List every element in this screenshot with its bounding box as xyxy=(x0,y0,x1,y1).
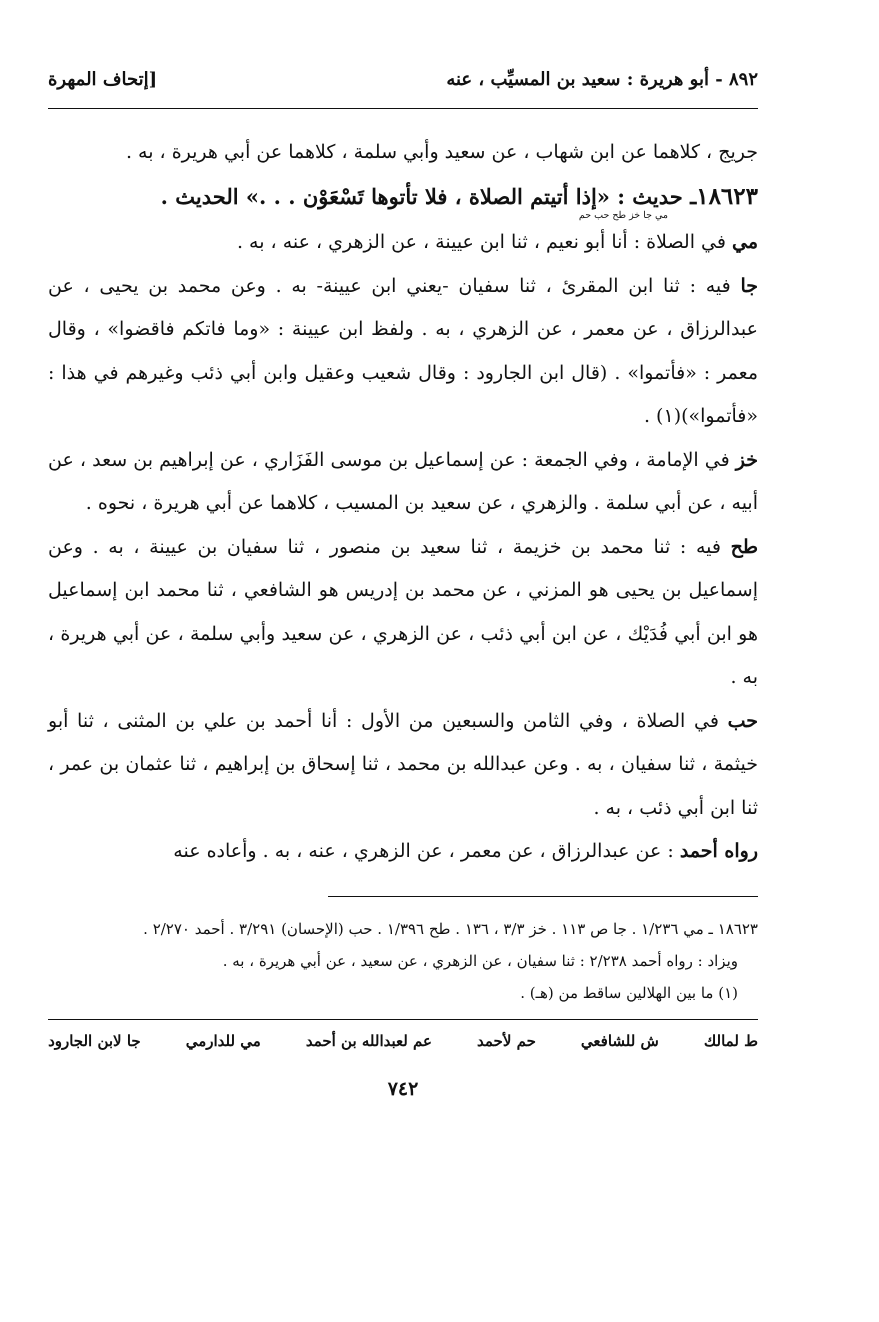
paragraph xyxy=(48,830,758,874)
header-book-title: [إتحاف المهرة xyxy=(48,69,158,90)
abbreviation: ط لمالك xyxy=(703,1031,758,1050)
footnote: ١٨٦٢٣ ـ مي ١/٢٣٦ . جا ص ١١٣ . خز ٣/٣ ، ١٣٦ . طح ١/٣٩٦ . حب (الإحسان) ٣/٢٩١ . أحمد ٢/٢٧٠ . xyxy=(143,919,758,938)
abbreviation: حم لأحمد xyxy=(477,1031,536,1050)
paragraph-text: جريج ، كلاهما عن ابن شهاب ، عن سعيد وأبي سلمة ، كلاهما عن أبي هريرة ، به . xyxy=(125,141,758,163)
footnotes xyxy=(48,913,758,1009)
header-chapter-title: ٨٩٢ - أبو هريرة : سعيد بن المسيِّب ، عنه xyxy=(446,69,758,90)
hadith-title-text: ـ حديث : «إذا أتيتم الصلاة ، فلا تأتوها تَسْعَوْن . . .» الحديث . xyxy=(160,183,697,209)
paragraph xyxy=(48,131,758,175)
source-label: جا xyxy=(740,274,758,297)
footnote: ويزاد : رواه أحمد ٢/٢٣٨ : ثنا سفيان ، عن الزهري ، عن سعيد ، عن أبي هريرة ، به . xyxy=(222,951,738,970)
footnote-rule xyxy=(328,896,758,897)
abbreviations-rule xyxy=(48,1019,758,1020)
paragraph-text: : عن عبدالرزاق ، عن معمر ، عن الزهري ، عنه ، به . وأعاده عنه xyxy=(173,840,680,862)
book-page xyxy=(48,60,758,1100)
source-label: مي xyxy=(731,231,758,253)
source-label: حب xyxy=(727,709,758,732)
header-rule xyxy=(48,108,758,109)
paragraph xyxy=(48,700,758,831)
paragraph-text: فيه : ثنا ابن المقرئ ، ثنا سفيان -يعني ابن عيينة- به . وعن محمد بن يحيى ، عن عبدالرزاق ، عن معمر ، عن الزهري ، به . ولفظ ابن عيينة : «وما فاتكم فاقضوا» ، وقال معمر : «فأتموا» . (قال ابن الجارود : وقال شعيب وعقيل وابن أبي ذئب وغيرهم في هذا : «فأتموا»)(١) . xyxy=(48,274,758,427)
abbreviations-key xyxy=(48,1026,758,1056)
paragraph-text: في الإمامة ، وفي الجمعة : عن إسماعيل بن موسى الفَزَاري ، عن إبراهيم بن سعد ، عن أبيه ، عن أبي سلمة . والزهري ، عن سعيد بن المسيب ، كلاهما عن أبي هريرة ، نحوه . xyxy=(48,448,758,514)
paragraph xyxy=(48,439,758,526)
paragraph-text: فيه : ثنا محمد بن خزيمة ، ثنا سعيد بن منصور ، ثنا سفيان بن عيينة ، به . وعن إسماعيل بن يحيى هو المزني ، عن محمد بن إدريس هو الشافعي ، ثنا محمد ابن إسماعيل هو ابن أبي فُدَيْك ، عن ابن أبي ذئب ، عن الزهري ، عن سعيد وأبي سلمة ، عن أبي هريرة ، به . xyxy=(48,535,758,688)
source-label: رواه أحمد xyxy=(679,840,758,862)
paragraph-text: في الصلاة : أنا أبو نعيم ، ثنا ابن عيينة ، عن الزهري ، عنه ، به . xyxy=(236,231,732,253)
abbreviation: ش للشافعي xyxy=(580,1031,659,1050)
source-label: خز xyxy=(735,448,758,471)
running-header xyxy=(48,60,758,100)
paragraph xyxy=(48,526,758,700)
abbreviation: مي للدارمي xyxy=(185,1031,261,1050)
abbreviation: جا لابن الجارود xyxy=(48,1031,141,1050)
paragraph xyxy=(48,265,758,439)
main-text xyxy=(48,131,758,874)
source-sigla: مي جا خز طح حب حم xyxy=(578,210,668,221)
hadith-number: ١٨٦٢٣ xyxy=(696,182,758,210)
paragraph xyxy=(48,221,758,265)
page-number: ٧٤٢ xyxy=(387,1077,419,1100)
source-label: طح xyxy=(730,535,758,558)
abbreviation: عم لعبدالله بن أحمد xyxy=(305,1031,432,1050)
paragraph-text: في الصلاة ، وفي الثامن والسبعين من الأول : أنا أحمد بن علي بن المثنى ، ثنا أبو خيثمة ، ثنا سفيان ، به . وعن عبدالله بن محمد ، ثنا إسحاق بن إبراهيم ، ثنا عثمان بن عمر ، ثنا ابن أبي ذئب ، به . xyxy=(48,709,758,819)
footnote: (١) ما بين الهلالين ساقط من (هـ) . xyxy=(520,983,738,1002)
